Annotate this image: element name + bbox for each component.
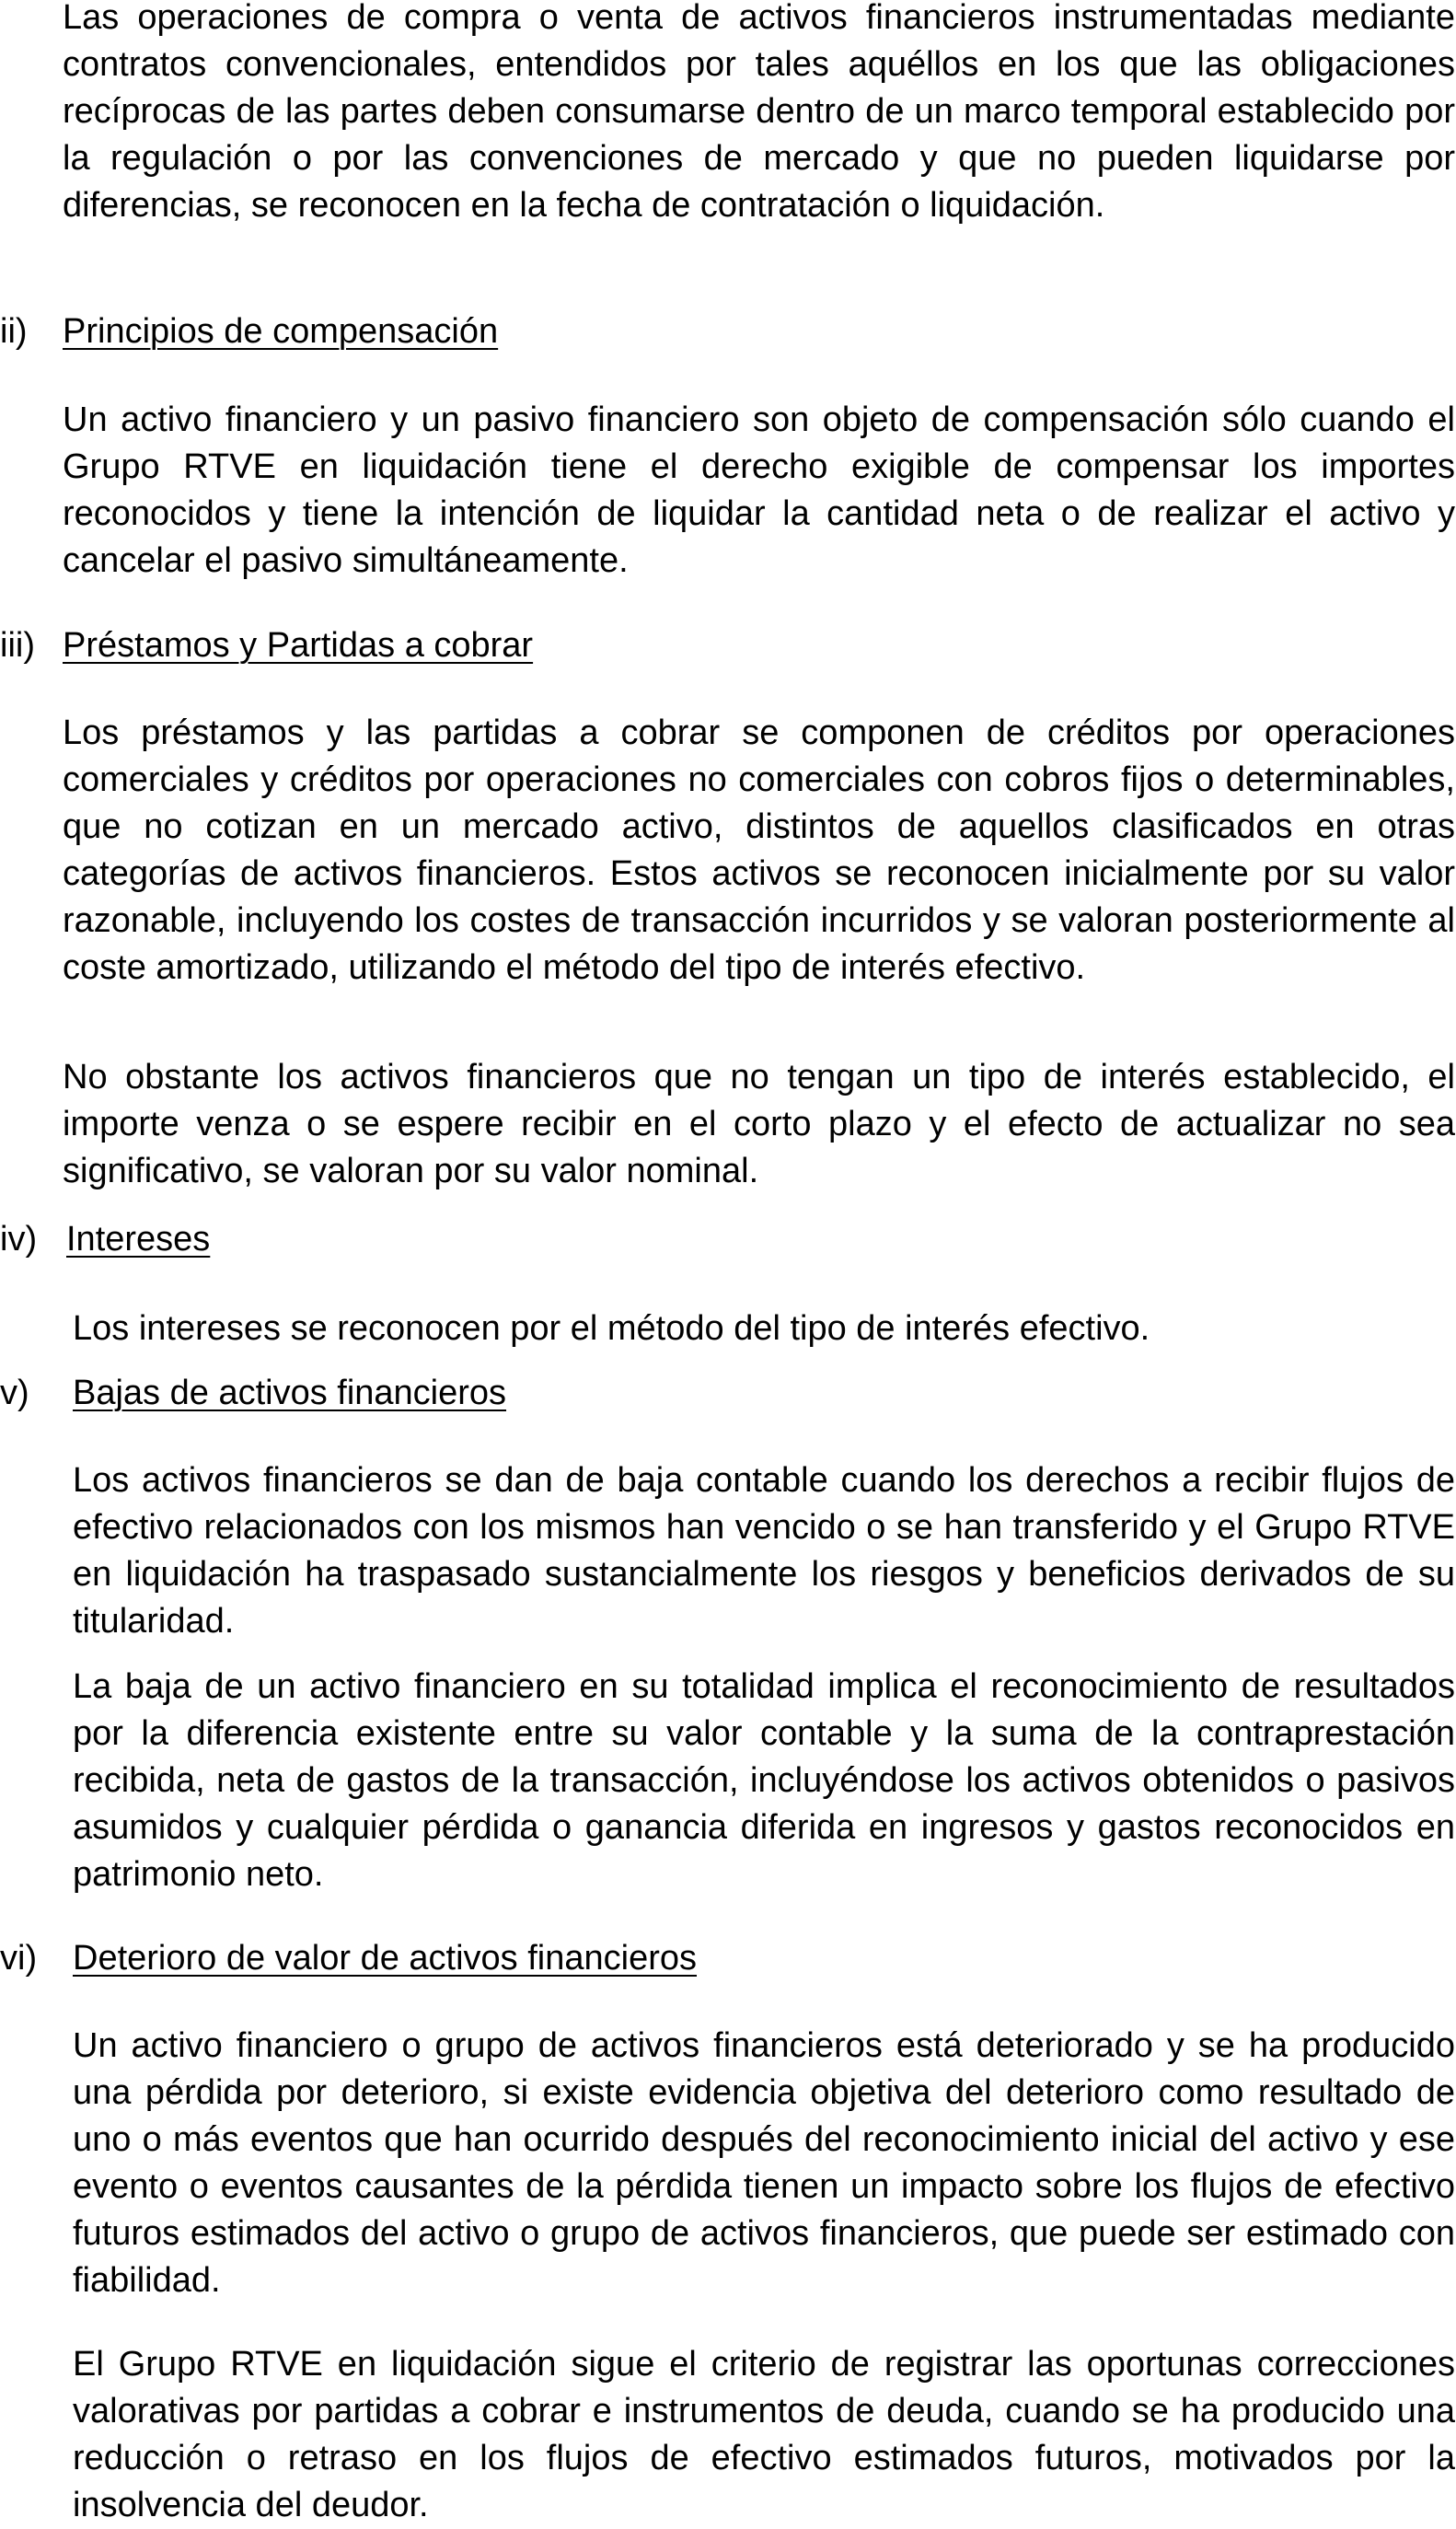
section-numeral: iii)	[0, 626, 35, 665]
section-numeral: vi)	[0, 1939, 38, 1978]
paragraph-interest: Los intereses se reconocen por el método del tipo de interés efectivo.	[73, 1309, 1150, 1348]
paragraph-impairment-criteria: El Grupo RTVE en liquidación sigue el criterio de registrar las oportunas correcciones valorativas por partidas a cobrar e instrumentos de deuda, cuando se ha producido una reducción o retraso en los flujos de efectivo estimados futuros, motivados por la insolvencia del deudor.	[73, 2345, 1455, 2524]
section-title: Intereses	[66, 1220, 211, 1259]
section-numeral: v)	[0, 1374, 29, 1412]
section-title: Bajas de activos financieros	[73, 1374, 507, 1412]
paragraph-derecognition: Los activos financieros se dan de baja contable cuando los derechos a recibir flujos de efectivo relacionados con los mismos han vencido o se han transferido y el Grupo RTVE en liquidación ha traspasado sustancialmente los riesgos y beneficios derivados de su titularidad.	[73, 1461, 1455, 1641]
section-title: Deterioro de valor de activos financieros	[73, 1939, 698, 1978]
section-numeral: iv)	[0, 1220, 38, 1259]
paragraph-compensation: Un activo financiero y un pasivo financiero son objeto de compensación sólo cuando el Grupo RTVE en liquidación tiene el derecho exigible de compensar los importes reconocidos y tiene la intención de liquidar la cantidad neta o de realizar el activo y cancelar el pasivo simultáneamente.	[63, 400, 1455, 580]
paragraph-loans-receivables: Los préstamos y las partidas a cobrar se componen de créditos por operaciones comerciales y créditos por operaciones no comerciales con cobros fijos o determinables, que no cotizan en un mercado activo, distintos de aquellos clasificados en otras categorías de activos financieros. Estos activos se reconocen inicialmente por su valor razonable, incluyendo los costes de transacción incurridos y se valoran posteriormente al coste amortizado, utilizando el método del tipo de interés efectivo.	[63, 713, 1455, 987]
paragraph-derecognition-results: La baja de un activo financiero en su totalidad implica el reconocimiento de resultados por la diferencia existente entre su valor contable y la suma de la contraprestación recibida, neta de gastos de la transacción, incluyéndose los activos obtenidos o pasivos asumidos y cualquier pérdida o ganancia diferida en ingresos y gastos reconocidos en patrimonio neto.	[73, 1667, 1455, 1894]
section-title: Principios de compensación	[63, 312, 499, 351]
paragraph-nominal-value: No obstante los activos financieros que no tengan un tipo de interés establecido, el importe venza o se espere recibir en el corto plazo y el efecto de actualizar no sea significativo, se valoran por su valor nominal.	[63, 1058, 1455, 1190]
paragraph-contract-recognition: Las operaciones de compra o venta de activos financieros instrumentadas mediante contratos convencionales, entendidos por tales aquéllos en los que las obligaciones recíprocas de las partes deben consumarse dentro de un marco temporal establecido por la regulación o por las convenciones de mercado y que no pueden liquidarse por diferencias, se reconocen en la fecha de contratación o liquidación.	[63, 0, 1455, 225]
paragraph-impairment: Un activo financiero o grupo de activos financieros está deteriorado y se ha producido una pérdida por deterioro, si existe evidencia objetiva del deterioro como resultado de uno o más eventos que han ocurrido después del reconocimiento inicial del activo y ese evento o eventos causantes de la pérdida tienen un impacto sobre los flujos de efectivo futuros estimados del activo o grupo de activos financieros, que puede ser estimado con fiabilidad.	[73, 2026, 1455, 2300]
section-numeral: ii)	[0, 312, 28, 351]
section-title: Préstamos y Partidas a cobrar	[63, 626, 534, 665]
